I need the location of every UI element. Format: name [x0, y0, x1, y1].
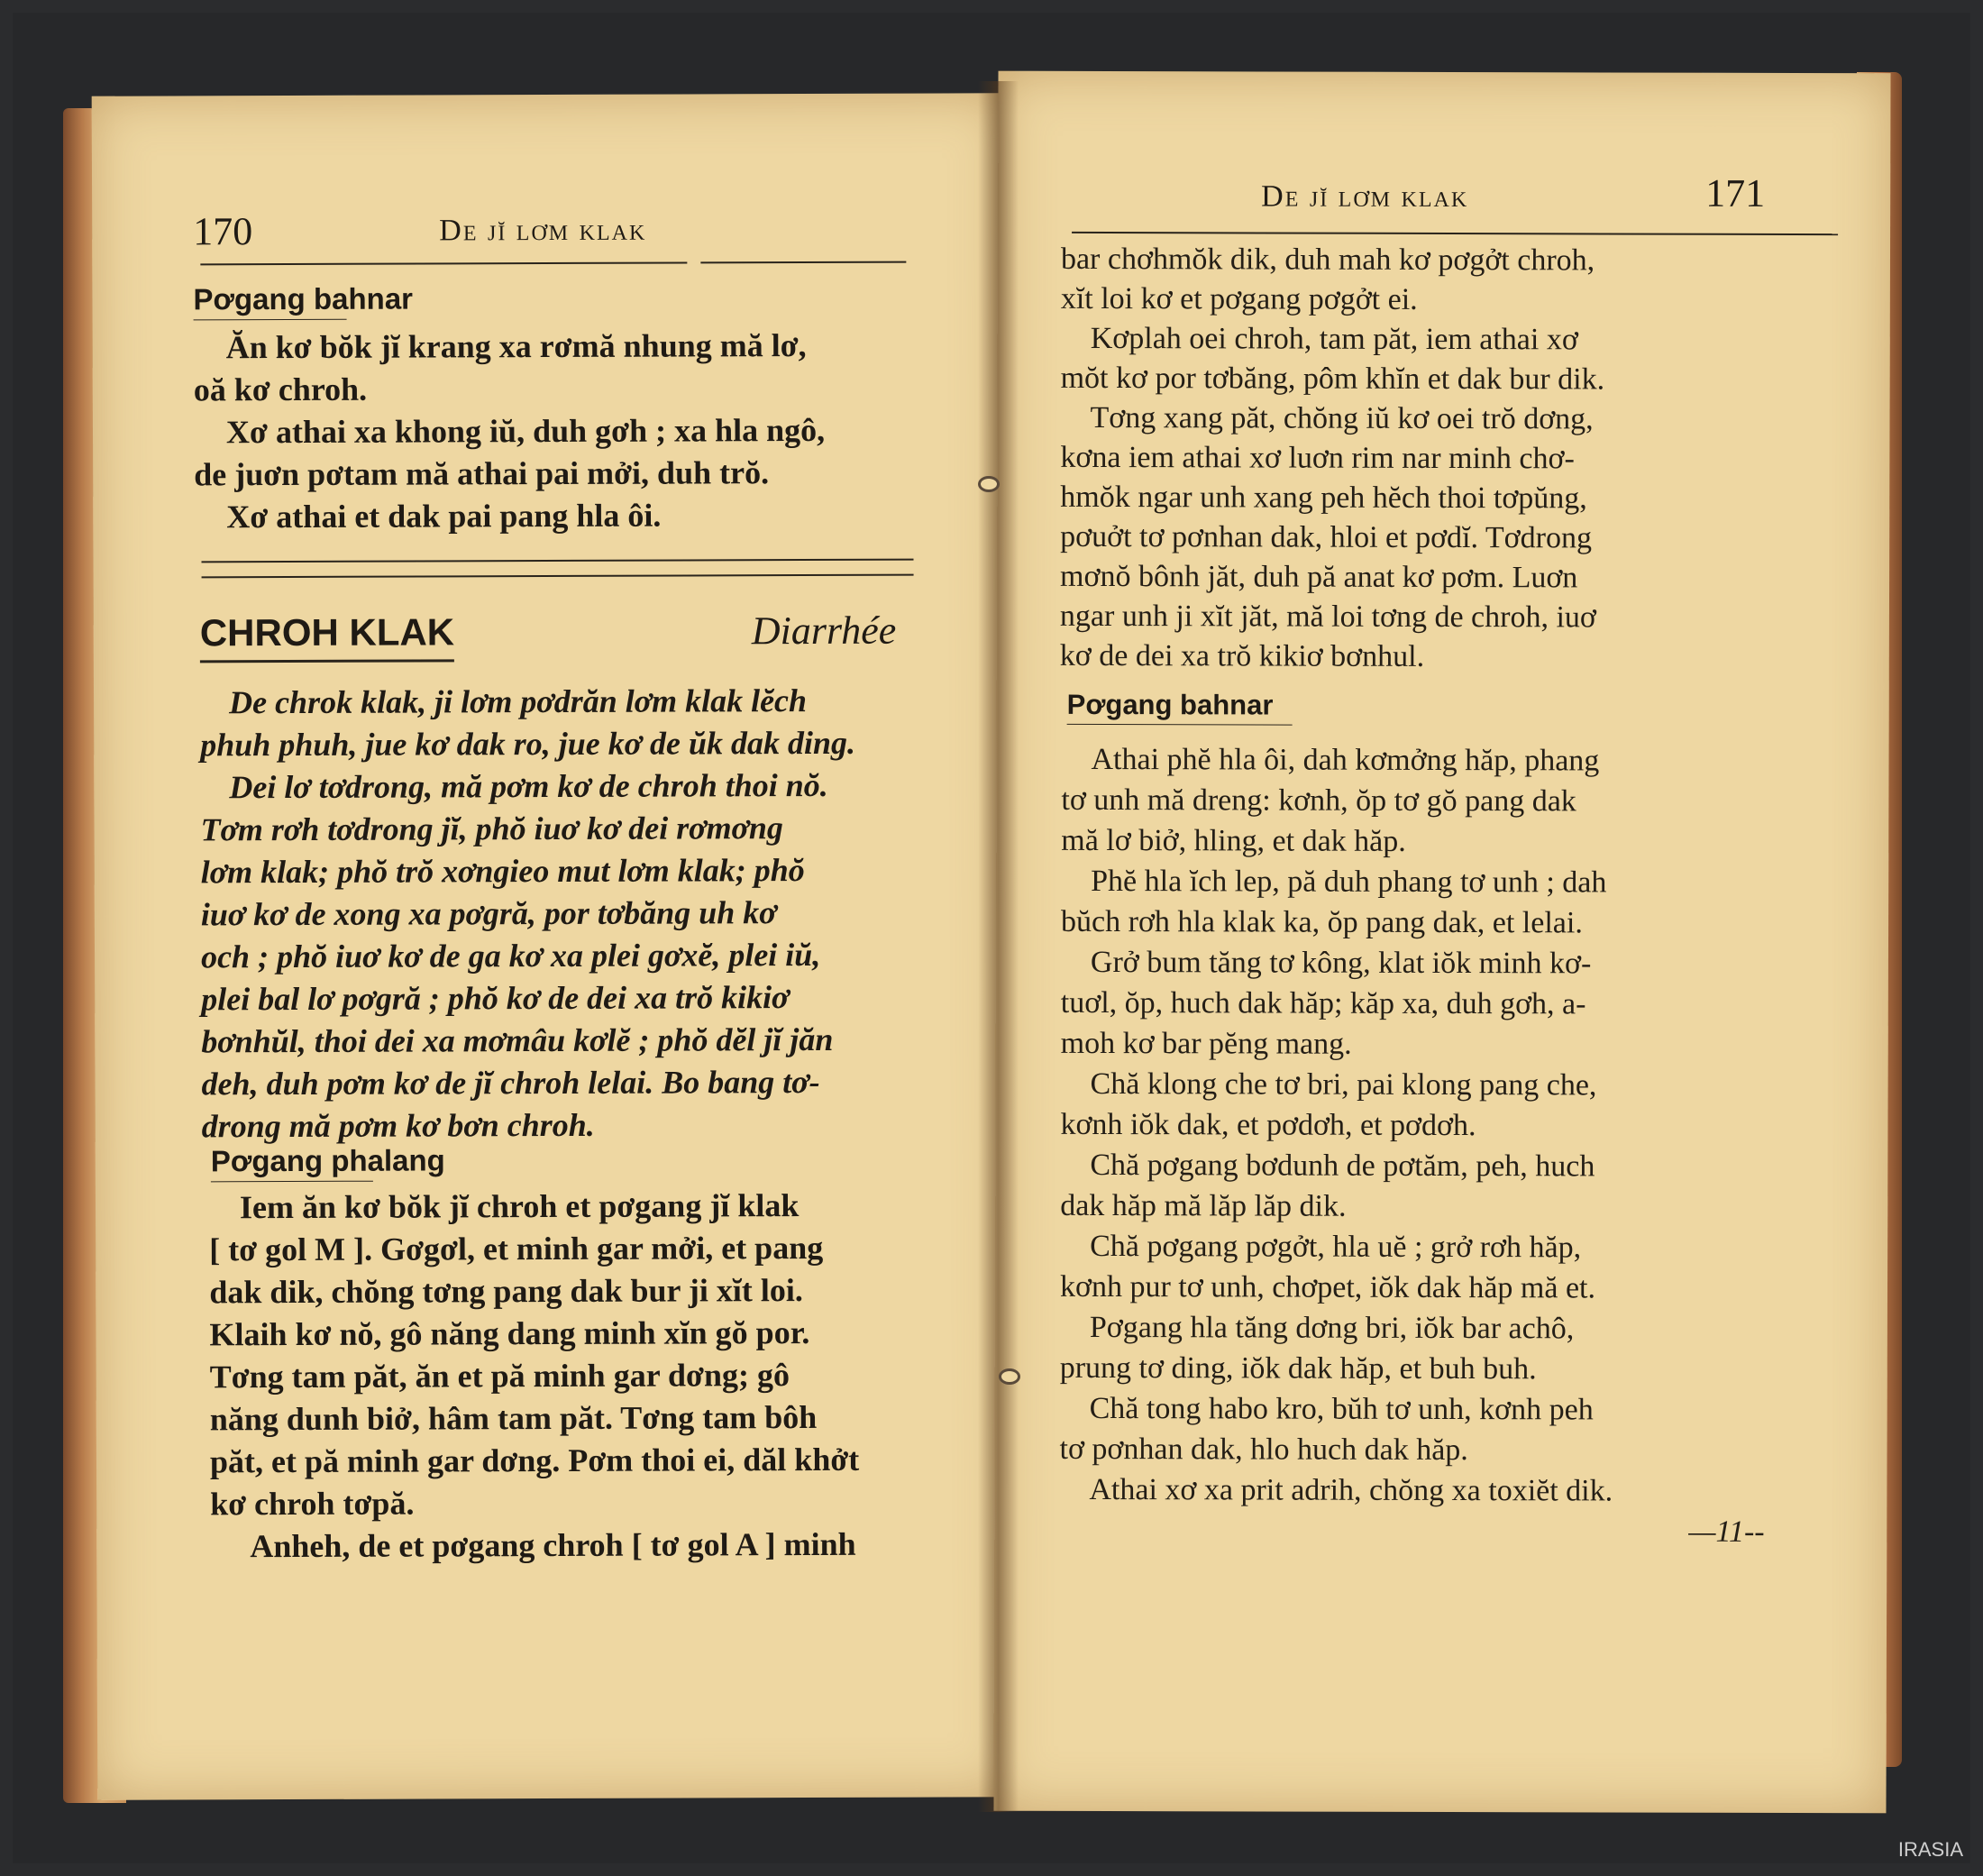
body-line: kơ chroh tơpă.: [210, 1485, 415, 1523]
body-line: Phĕ hla ĭch lep, pă duh phang tơ unh ; dah: [1091, 864, 1607, 900]
header-rule: [1072, 232, 1838, 235]
italic-line: lơm klak; phŏ trŏ xơngieo mut lơm klak; phŏ: [200, 852, 805, 891]
right-page-number: 171: [1705, 170, 1766, 215]
body-line: dak dik, chŏng tơng pang dak bur ji xĭt loi.: [209, 1272, 803, 1311]
body-line: Klaih kơ nŏ, gô năng dang minh xĭn gŏ por.: [209, 1314, 810, 1353]
body-line: Grở bum tăng tơ kông, klat iŏk minh kơ-: [1090, 945, 1592, 981]
italic-line: Dei lơ tơdrong, mă pơm kơ de chroh thoi nŏ.: [229, 766, 828, 806]
body-line: Chă pơgang pơgởt, hla uĕ ; grở rơh hăp,: [1090, 1229, 1582, 1265]
italic-line: phuh phuh, jue kơ dak ro, jue kơ de ŭk dak ding.: [200, 724, 856, 764]
subheading-underline: [211, 1181, 373, 1183]
left-page: [92, 93, 1013, 1800]
heading-french: Diarrhée: [751, 608, 897, 654]
body-line: Ăn kơ bŏk jĭ krang xa rơmă nhung mă lơ,: [225, 327, 807, 366]
right-page: [993, 71, 1890, 1814]
subheading-underline: [1067, 724, 1293, 726]
subheading-pogang-bahnar: Pơgang bahnar: [193, 281, 414, 316]
body-line: păt, et pă minh gar dơng. Pơm thoi ei, dăl khởt: [209, 1441, 860, 1480]
body-line: Kơplah oei chroh, tam păt, iem athai xơ: [1090, 321, 1578, 357]
body-line: tơ pơnhan dak, hlo huch dak hăp.: [1059, 1432, 1468, 1468]
watermark: IRASIA: [1897, 1838, 1963, 1861]
body-line: bŭch rơh hla klak ka, ŏp pang dak, et lelai.: [1061, 904, 1583, 940]
body-line: Anheh, de et pơgang chroh [ tơ gol A ] minh: [250, 1525, 856, 1565]
body-line: pơuởt tơ pơnhan dak, hloi et pơdĭ. Tơdrong: [1060, 519, 1593, 555]
body-line: ngar unh ji xĭt jăt, mă loi tơng de chroh, iuơ: [1059, 599, 1596, 635]
body-line: Xơ athai xa khong iŭ, duh gơh ; xa hla ngô,: [225, 411, 826, 451]
header-rule: [700, 261, 906, 264]
body-line: mŏt kơ por tơbăng, pôm khĭn et dak bur dik.: [1060, 361, 1605, 397]
body-line: Chă klong che tơ bri, pai klong pang che,: [1090, 1066, 1597, 1103]
body-line: mơnŏ bônh jăt, duh pă anat kơ pơm. Luơn: [1060, 559, 1578, 595]
body-line: Chă pơgang bơdunh de pơtăm, peh, huch: [1090, 1148, 1595, 1184]
body-line: kơna iem athai xơ luơn rim nar minh chơ-: [1060, 440, 1575, 476]
subheading-underline: [194, 319, 347, 321]
body-line: oă kơ chroh.: [193, 371, 368, 408]
subheading-pogang-bahnar: Pơgang bahnar: [1066, 688, 1274, 721]
body-line: bar chơhmŏk dik, duh mah kơ pơgởt chroh,: [1060, 242, 1595, 278]
body-line: mă lơ biở, hling, et dak hăp.: [1061, 823, 1406, 858]
body-line: Xơ athai et dak pai pang hla ôi.: [226, 497, 662, 535]
italic-line: och ; phŏ iuơ kơ de ga kơ xa plei gơxĕ, plei iŭ,: [200, 936, 821, 975]
italic-line: iuơ kơ de xong xa pơgră, por tơbăng uh kơ: [200, 894, 777, 933]
body-line: Chă tong habo kro, bŭh tơ unh, kơnh peh: [1089, 1391, 1594, 1427]
body-line: Iem ăn kơ bŏk jĭ chroh et pơgang jĭ klak: [239, 1187, 800, 1226]
body-line: xĭt loi kơ et pơgang pơgởt ei.: [1060, 281, 1418, 316]
body-line: Tơng tam păt, ăn et pă minh gar dơng; gô: [209, 1357, 790, 1396]
body-line: kơnh iŏk dak, et pơdơh, et pơdơh.: [1060, 1107, 1476, 1143]
body-line: Pơgang hla tăng dơng bri, iŏk bar achô,: [1089, 1310, 1575, 1346]
signature-mark: —11--: [1688, 1515, 1765, 1549]
body-line: moh kơ bar pĕng mang.: [1060, 1026, 1352, 1061]
body-line: [ tơ gol M ]. Gơgơl, et minh gar mởi, et pang: [209, 1229, 824, 1268]
body-line: Tơng xang păt, chŏng iŭ kơ oei trŏ dơng,: [1090, 400, 1594, 436]
body-line: de juơn pơtam mă athai pai mởi, duh trŏ.: [194, 454, 770, 493]
section-rule: [202, 574, 914, 579]
italic-line: bơnhŭl, thoi dei xa mơmâu kơlĕ ; phŏ dĕl jĭ jăn: [201, 1020, 834, 1060]
book-gutter: [978, 81, 1019, 1812]
body-line: năng dunh biở, hâm tam păt. Tơng tam bôh: [209, 1398, 818, 1438]
right-running-head: De jĭ lơm klak: [1261, 179, 1469, 215]
heading-chroh-klak: CHROH KLAK: [199, 610, 455, 654]
italic-line: drong mă pơm kơ bơn chroh.: [201, 1106, 595, 1145]
body-line: kơnh pur tơ unh, chơpet, iŏk dak hăp mă et.: [1059, 1269, 1596, 1305]
binding-stitch: [978, 476, 1000, 492]
left-running-head: De jĭ lơm klak: [439, 213, 647, 248]
body-line: dak hăp mă lăp lăp dik.: [1060, 1188, 1347, 1223]
binding-stitch: [999, 1368, 1020, 1385]
italic-line: deh, duh pơm kơ de jĭ chroh lelai. Bo bang tơ-: [201, 1063, 820, 1103]
italic-line: Tơm rơh tơdrong jĭ, phŏ iuơ kơ dei rơmơng: [200, 810, 783, 848]
body-line: prung tơ ding, iŏk dak hăp, et buh buh.: [1059, 1350, 1537, 1386]
body-line: Athai phĕ hla ôi, dah kơmởng hăp, phang: [1091, 742, 1600, 778]
header-rule: [200, 261, 687, 265]
body-line: kơ de dei xa trŏ kikiơ bơnhul.: [1059, 638, 1425, 673]
body-line: tơ unh mă dreng: kơnh, ŏp tơ gŏ pang dak: [1061, 782, 1576, 819]
heading-underline: [200, 659, 454, 663]
subheading-pogang-phalang: Pơgang phalang: [210, 1143, 445, 1178]
body-line: tuơl, ŏp, huch dak hăp; kăp xa, duh gơh, a-: [1060, 985, 1586, 1021]
body-line: hmŏk ngar unh xang peh hĕch thoi tơpŭng,: [1060, 480, 1587, 516]
italic-line: De chrok klak, ji lơm pơdrăn lơm klak lĕch: [228, 682, 808, 721]
italic-line: plei bal lơ pơgră ; phŏ kơ de dei xa trŏ kikiơ: [201, 979, 790, 1018]
left-page-number: 170: [193, 209, 253, 254]
body-line: Athai xơ xa prit adrih, chŏng xa toxiĕt dik.: [1089, 1472, 1613, 1508]
section-rule: [202, 559, 914, 563]
